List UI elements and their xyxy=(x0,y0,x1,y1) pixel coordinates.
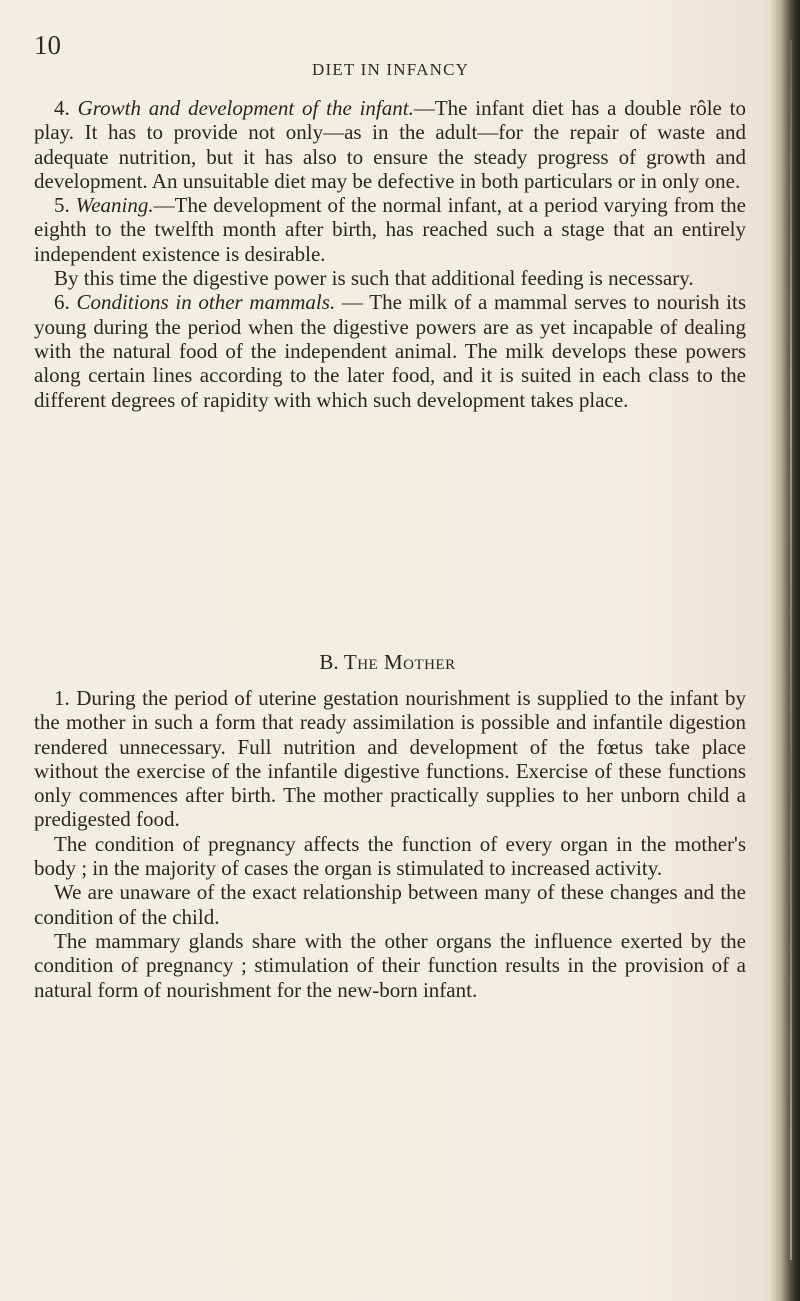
section-letter: B. xyxy=(319,650,339,674)
paragraph-4: 4. Growth and development of the infant.—The infant diet has a double rôle to play. It has to provide not only—as in the adult—for the repair of waste and adequate nutrition, but it has also to ensure the steady progress of growth and development. An unsuitable diet may be defective in both particulars or in only one. xyxy=(34,96,747,193)
paragraph-text: The milk of a mammal serves to nourish its young during the period when the digestive powers are as yet incapable of dealing with the natural food of the independent animal. The milk develops these powers along certain lines according to the later food, and it is suited in each class to the different degrees of rapidity with which such development takes place. xyxy=(34,290,747,412)
section-paragraph: We are unaware of the exact relationship between many of these changes and the condition of the child. xyxy=(34,880,746,929)
paragraph-number: 4. xyxy=(54,96,70,120)
paragraph-number: 5. xyxy=(54,193,70,218)
running-head: DIET IN INFANCY xyxy=(312,60,470,79)
page-number: 10 xyxy=(34,30,61,60)
section-paragraph: The mammary glands share with the other organs the influence exerted by the condition of pregnancy ; stimulation of their function results in the provision of a natural form of nourishment for the new-born infant. xyxy=(34,928,746,1002)
paragraph-text: By this time the digestive power is such that additional feeding is necessary. xyxy=(54,266,694,291)
section-heading xyxy=(0,650,775,675)
paragraph-text: The infant diet has a double rôle to play. It has to provide not only—as in the adult—for the repair of waste and adequate nutrition, but it has also to ensure the steady progress of growth and development. An unsuitable diet may be defective in both particulars or in only one. xyxy=(34,96,747,193)
section-text xyxy=(34,686,746,1002)
paragraph-number: 6. xyxy=(54,290,70,315)
section-paragraph: 1. During the period of uterine gestation nourishment is supplied to the infant by the mother in such a form that ready assimilation is possible and infantile digestion rendered unnecessary. Full nutrition and development of the fœtus take place without the exercise of the infantile digestive functions. Exercise of these functions only commences after birth. The mother practically supplies to her unborn child a predigested food. xyxy=(34,686,746,832)
section-title: The Mother xyxy=(343,650,456,674)
paragraph-title: Conditions in other mammals. xyxy=(76,290,336,315)
body-text xyxy=(34,96,746,412)
section-paragraph: The condition of pregnancy affects the function of every organ in the mother's body ; in the majority of cases the organ is stimulated to increased activity. xyxy=(34,831,746,881)
paragraph-text: The development of the normal infant, at a period varying from the eighth to the twelfth month after birth, has reached such a stage that an entirely independent existence is desirable. xyxy=(34,193,747,266)
paragraph-5: 5. Weaning.—The development of the normal infant, at a period varying from the eighth to the twelfth month after birth, has reached such a stage that an entirely independent existence is desirable. xyxy=(34,193,747,266)
paragraph-title: Weaning. xyxy=(75,193,154,218)
page-edge-highlight xyxy=(790,40,792,1260)
paragraph-5-continued xyxy=(34,266,746,290)
paragraph-6: 6. Conditions in other mammals. — The milk of a mammal serves to nourish its young during the period when the digestive powers are as yet incapable of dealing with the natural food of the independent animal. The milk develops these powers along certain lines according to the later food, and it is suited in each class to the different degrees of rapidity with which such development takes place. xyxy=(34,290,747,412)
paragraph-title: Growth and development of the infant. xyxy=(77,96,414,120)
